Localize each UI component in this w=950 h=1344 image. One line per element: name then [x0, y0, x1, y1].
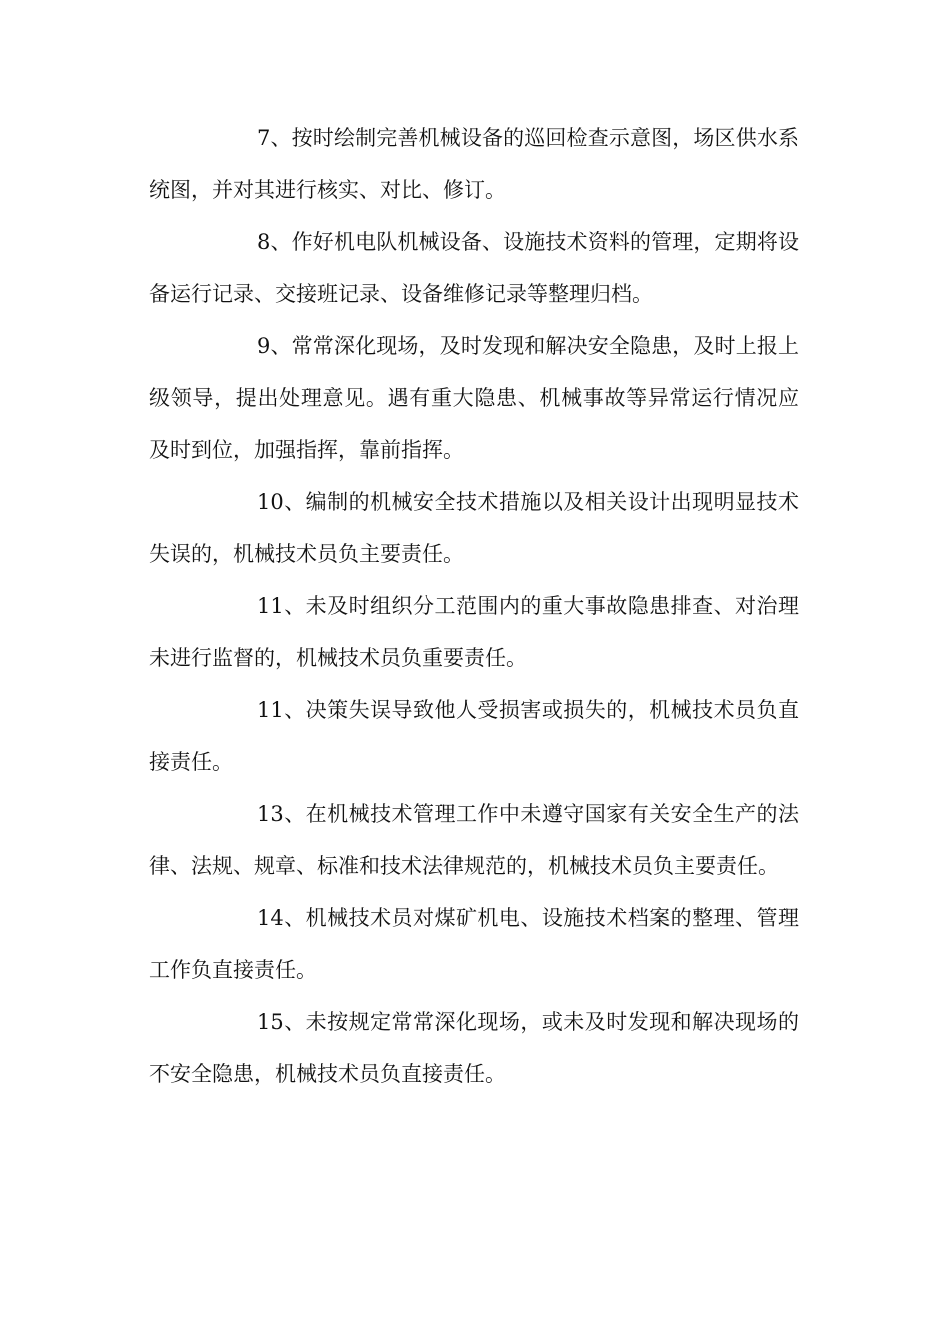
paragraph-item-9: 9、常常深化现场，及时发现和解决安全隐患，及时上报上级领导，提出处理意见。遇有重大隐患、机械事故等异常运行情况应及时到位，加强指挥，靠前指挥。 [149, 334, 799, 462]
paragraph-item-11a: 11、未及时组织分工范围内的重大事故隐患排查、对治理未进行监督的，机械技术员负重要责任。 [149, 594, 799, 670]
paragraph-item-14: 14、机械技术员对煤矿机电、设施技术档案的整理、管理工作负直接责任。 [149, 906, 799, 982]
paragraph-item-11b: 11、决策失误导致他人受损害或损失的，机械技术员负直接责任。 [149, 698, 799, 774]
paragraph-item-10: 10、编制的机械安全技术措施以及相关设计出现明显技术失误的，机械技术员负主要责任。 [149, 490, 799, 566]
paragraph-item-7: 7、按时绘制完善机械设备的巡回检查示意图，场区供水系统图，并对其进行核实、对比、修订。 [149, 126, 799, 202]
paragraph-item-8: 8、作好机电队机械设备、设施技术资料的管理，定期将设备运行记录、交接班记录、设备维修记录等整理归档。 [149, 230, 799, 306]
document-body [149, 112, 799, 1100]
paragraph-item-13: 13、在机械技术管理工作中未遵守国家有关安全生产的法律、法规、规章、标准和技术法律规范的，机械技术员负主要责任。 [149, 802, 799, 878]
paragraph-item-15: 15、未按规定常常深化现场，或未及时发现和解决现场的不安全隐患，机械技术员负直接责任。 [149, 1010, 799, 1086]
